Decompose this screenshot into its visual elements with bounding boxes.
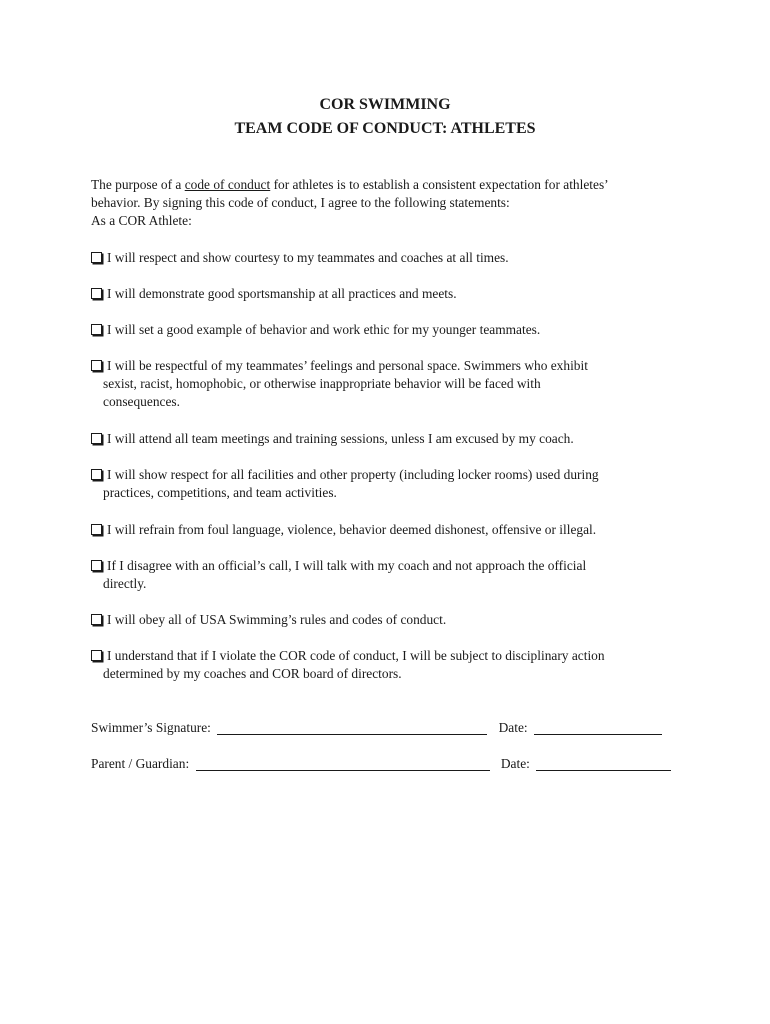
checkbox-icon[interactable]	[91, 614, 102, 625]
statement-text: I will obey all of USA Swimming’s rules and codes of conduct.	[107, 612, 447, 627]
swimmer-date-label: Date:	[498, 720, 528, 735]
intro-suffix: for athletes is to establish a consistent expectation for athletes’	[270, 177, 609, 192]
swimmer-signature-row	[91, 719, 662, 737]
statement-line	[91, 647, 691, 665]
statement-item	[91, 647, 691, 683]
swimmer-date-field[interactable]	[534, 720, 662, 735]
checkbox-icon[interactable]	[91, 324, 102, 335]
parent-signature-row	[91, 755, 671, 773]
document-title-org: COR SWIMMING	[319, 96, 451, 113]
statement-item	[91, 557, 691, 593]
statement-line	[91, 357, 691, 375]
checkbox-icon[interactable]	[91, 252, 102, 263]
checkbox-icon[interactable]	[91, 360, 102, 371]
statement-item	[91, 357, 691, 412]
statement-line	[91, 393, 691, 411]
statement-line	[91, 466, 691, 484]
statement-item	[91, 249, 691, 267]
statement-text: I will show respect for all facilities and other property (including locker rooms) used during	[107, 467, 599, 482]
statement-line	[91, 375, 691, 393]
swimmer-signature-field[interactable]	[217, 720, 487, 735]
statement-item	[91, 466, 691, 502]
document-title: TEAM CODE OF CONDUCT: ATHLETES	[234, 120, 536, 137]
parent-date-label: Date:	[500, 756, 530, 771]
statement-line	[91, 557, 691, 575]
code-of-conduct-link[interactable]: code of conduct	[184, 177, 271, 192]
statement-line	[91, 484, 691, 502]
intro-line-1	[91, 176, 691, 194]
parent-signature-label: Parent / Guardian:	[91, 756, 190, 771]
checkbox-icon[interactable]	[91, 469, 102, 480]
statement-line	[91, 665, 691, 683]
statement-item	[91, 611, 691, 629]
statement-line	[91, 321, 691, 339]
intro-paragraph	[91, 176, 691, 231]
checkbox-icon[interactable]	[91, 650, 102, 661]
statement-text: I will attend all team meetings and training sessions, unless I am excused by my coach.	[107, 431, 574, 446]
statement-item	[91, 430, 691, 448]
statement-text: I understand that if I violate the COR code of conduct, I will be subject to disciplinary action	[107, 648, 605, 663]
checkbox-icon[interactable]	[91, 433, 102, 444]
checkbox-icon[interactable]	[91, 524, 102, 535]
statement-text: practices, competitions, and team activities.	[103, 485, 337, 501]
statement-text: I will respect and show courtesy to my teammates and coaches at all times.	[107, 250, 509, 265]
statement-line	[91, 430, 691, 448]
intro-line-3: As a COR Athlete:	[91, 213, 192, 229]
statement-line	[91, 575, 691, 593]
parent-signature-field[interactable]	[196, 756, 490, 771]
checkbox-icon[interactable]	[91, 288, 102, 299]
checkbox-icon[interactable]	[91, 560, 102, 571]
statement-item	[91, 285, 691, 303]
statement-text: If I disagree with an official’s call, I will talk with my coach and not approach the official	[107, 558, 587, 573]
statement-line	[91, 285, 691, 303]
swimmer-signature-label: Swimmer’s Signature:	[91, 720, 211, 735]
statement-text: I will refrain from foul language, violence, behavior deemed dishonest, offensive or illegal.	[107, 522, 597, 537]
statement-item	[91, 521, 691, 539]
parent-date-field[interactable]	[536, 756, 671, 771]
statement-text: I will demonstrate good sportsmanship at all practices and meets.	[107, 286, 457, 301]
statement-line	[91, 521, 691, 539]
statement-text: I will be respectful of my teammates’ feelings and personal space. Swimmers who exhibit	[107, 358, 588, 373]
statement-text: sexist, racist, homophobic, or otherwise inappropriate behavior will be faced with	[103, 376, 541, 392]
statement-text: I will set a good example of behavior and work ethic for my younger teammates.	[107, 322, 541, 337]
statement-item	[91, 321, 691, 339]
statement-line	[91, 611, 691, 629]
statement-line	[91, 249, 691, 267]
statement-text: consequences.	[103, 394, 180, 410]
intro-prefix: The purpose of a	[91, 177, 185, 192]
intro-line-2: behavior. By signing this code of conduct, I agree to the following statements:	[91, 195, 510, 211]
statement-text: directly.	[103, 576, 147, 592]
statement-text: determined by my coaches and COR board of directors.	[103, 666, 402, 682]
